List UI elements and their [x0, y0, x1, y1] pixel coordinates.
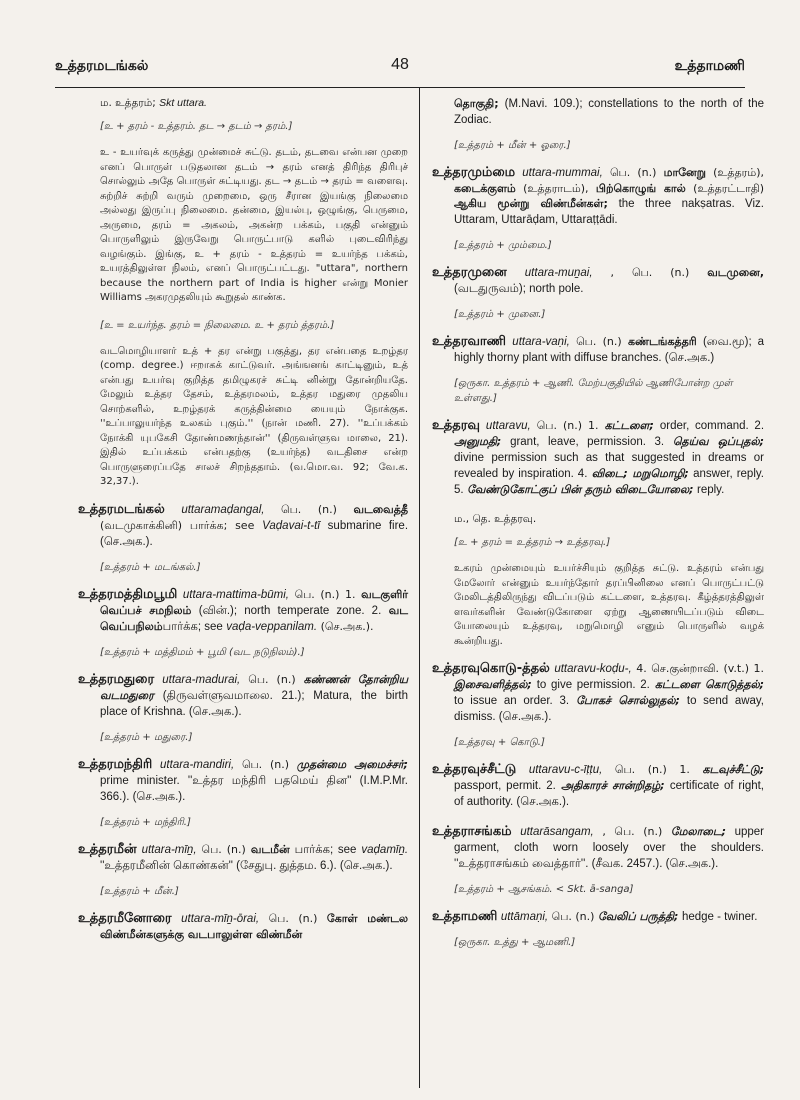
- entry-uttaramadangal: உத்தரமடங்கல் uttaramaḍangal, பெ. (n.) வடவைத்தீ (வடமுகாக்கினி) பார்க்க; see Vaḍavai-t-tī submarine fire. (செ.அக.).: [78, 501, 409, 548]
- header-last-word: உத்தாமணி: [674, 58, 745, 74]
- entry-uttaravuccittu: உத்தரவுச்சீட்டு uttaravu-c-īṭṭu, பெ. (n.) 1. கடவுச்சீட்டு; passport, permit. 2. அதிகாரச் சான்றிதழ்; certificate of right, of authority. (செ.அக.).: [432, 762, 765, 808]
- etymology: [உ + தரம் = உத்தரம் → உத்தரவு.]: [454, 537, 611, 548]
- headword: உத்தரமுனை: [432, 265, 507, 280]
- cognates: ம., தெ. உத்தரவு.: [454, 513, 537, 525]
- entry-continuation: தொகுதி; (M.Navi. 109.); constellations to the north of the Zodiac.: [454, 97, 764, 126]
- entry-uttarasangam: உத்தராசங்கம் uttarāsangam, , பெ. (n.) மேலாடை; upper garment, cloth worn loosely over the shoulders. ''உத்தராசங்கம் வைத்தார்''. (சீவக. 2457.). (செ.அக.).: [432, 824, 764, 870]
- headword: உத்தரவுகொடு-த்தல்: [432, 661, 550, 676]
- etymology-note: உ - உயர்வுக் கருத்து முன்மைச் சுட்டு. தடம், தடவை என்பன முறை எனப் பொருள் படுதலான தடம் → தரம் எனத் திரிந்த திரிபுச் சொல்லும் அதே பொருள் சுட்டியது. தட → தடம் → தரம் = வளைவு. சுற்றிச் சுற்றி வரும் முறைமை, ஒரு சீரான இயங்கு நிலைமை அல்லது இருப்பு நிலைமை. தன்மை, இயல்பு, ஒழுங்கு, பெருமை, அருமை, தரம் = அகலம், அகன்ற பக்கம், பகுதி என்னும் பொருளிலும் இருவேறு பொருட்பாடு களில் புடைவிரிந்து வழங்கும். இங்கு, உ + தரம் - உத்தரம் = உயர்ந்த பக்கம், உயரத்திலுள்ள நிலம், எனப் பொருட்பட்டது. "uttara", northern because the northern part of India is higher என்று Monier Williams அகரமுதலியும் கூறுதல் காண்க.: [100, 147, 408, 303]
- etymology-note-2: வடமொழியாளர் உத் + தர என்று பகுத்து, தர என்பதை உறழ்தர (comp. degree.) ஈறாகக் காட்டுவர். அங்ஙனங் காட்டினும், உத் என்பது உயர்வு குறித்த தமிழுகரச் சுட்டி னின்று தோன்றியதே. மேலும் உத்தர தேசம், உத்தரமலம், உத்தர மதுரை முதலிய சொற்களில், உறழ்தரக் கருத்தின்மை யையும் நோக்குக. ''உப்பாலுயர்ந்த உலகம் புகும்.'' (நான் மணி. 27). ''உப்பக்கம் நோக்கி யுபகேசி தோண்மணந்தான்'' (திருவள்ளுவ மாலை, 21). இதில் உப்பக்கம் என்பதற்கு (உயர்ந்த) வடதிசை என்ற பொருளுரைப்பதே சாலச் சிறந்ததாம். (வ.மொ.வ. 92; வே.க. 32,37.).: [100, 345, 408, 487]
- etymology: [உத்தரம் + மத்திமம் + பூமி (வட நடுநிலம்).]: [100, 646, 305, 658]
- etymology: [உத்தரம் + மீன்.]: [100, 885, 179, 897]
- header-rule: [55, 87, 745, 88]
- headword: உத்தரவுச்சீட்டு: [432, 762, 517, 777]
- page-number: 48: [391, 56, 409, 73]
- headword: உத்தரவு: [432, 418, 480, 433]
- entry-uttaraminorai: உத்தரமீனோரை uttara-mīṉ-ōrai, பெ. (n.) கோள் மண்டல விண்மீன்களுக்கு வடபாலுள்ள விண்மீன்: [78, 910, 409, 941]
- entry-uttaravani: உத்தரவாணி uttara-vaṇi, பெ. (n.) கண்டங்கத்தரி (வை.மூ); a highly thorny plant with diffuse branches. (செ.அக.): [432, 334, 765, 364]
- entry-uttaramandiri: உத்தரமந்திரி uttara-mandiri, பெ. (n.) முதன்மை அமைச்சர்; prime minister. ''உத்தர மந்திரி பதமெய் தின'' (I.M.P.Mr. 366.). (செ.அக.).: [78, 756, 408, 803]
- entry-uttaramummai: உத்தரமும்மை uttara-mummai, பெ. (n.) மானேறு (உத்தரம்), கடைக்குளம் (உத்தராடம்), பிற்கொழுங் கால் (உத்தரட்டாதி) ஆகிய மூன்று விண்மீன்கள்; the three nakṣatras. Viz. Uttaram, Uttarāḍam, Uttaraṭṭādi.: [432, 165, 765, 226]
- etymology: [ஒருகா. உத்து + ஆமணி.]: [454, 937, 576, 948]
- headword: உத்தரமந்திரி: [78, 756, 153, 772]
- page-header: [55, 58, 745, 82]
- etymology: [உத்தரம் + ஆசங்கம். < Skt. ā-sanga]: [454, 884, 634, 895]
- entry-uttaramadurai: உத்தரமதுரை uttara-madurai, பெ. (n.) கண்ணன் தோன்றிய வடமதுரை (திருவள்ளுவமாலை. 21.); Matura, the birth place of Krishna. (செ.அக.).: [78, 671, 409, 718]
- entry-uttaramattimabumi: உத்தரமத்திமபூமி uttara-mattima-būmi, பெ. (n.) 1. வடகுளிர் வெப்பச் சமநிலம் (வின்.); north temperate zone. 2. வட வெப்பநிலம்பார்க்க; see vaḍa-veppanilam. (செ.அக.).: [78, 586, 409, 633]
- intro-etymology: [உ + தரம் - உத்தரம். தட → தடம் → தரம்.]: [100, 121, 293, 132]
- headword: உத்தாமணி: [432, 909, 498, 924]
- headword: உத்தரமும்மை: [432, 165, 516, 180]
- etymology: [உத்தரம் + மந்திரி.]: [100, 816, 191, 828]
- transliteration: uttaramaḍangal,: [181, 503, 265, 516]
- headword: உத்தராசங்கம்: [432, 824, 512, 839]
- etymology: [உத்தரம் + மீன் + ஓரை.]: [454, 140, 571, 151]
- headword: உத்தரமீனோரை: [78, 910, 172, 926]
- headword: உத்தரவாணி: [432, 334, 507, 349]
- entry-uttamani: உத்தாமணி uttāmaṇi, பெ. (n.) வேலிப் பருத்தி; hedge - twiner.: [432, 909, 758, 924]
- etymology: [உத்தரம் + மதுரை.]: [100, 731, 193, 743]
- entry-uttaramin: உத்தரமீன் uttara-mīṉ, பெ. (n.) வடமீன் பார்க்க; see vaḍamīṉ. ''உத்தரமீனின் கொண்கன்'' (சேதுபு. துத்தம. 6.). (செ.அக.).: [78, 841, 409, 872]
- header-first-word: உத்தரமடங்கல்: [55, 58, 149, 74]
- intro-cognate: ம. உத்தரம்; Skt uttara.: [100, 97, 207, 109]
- headword: உத்தரமீன்: [78, 841, 137, 857]
- etymology-note: உகரம் முன்மையும் உயர்ச்சியும் குறித்த சுட்டு. உத்தரம் என்பது மேலோர் என்னும் உயர்ந்தோர் தரப்பினிலை எனப் பொருட்பட்டு மேலிடத்திலிருந்து விடப்படும் கட்டளை, உத்தரவு. கீழ்த்தரத்திலுள் ளவர்களின் வேண்டுகோளை ஏற்று ஆணையிடப்படும் விடை யோலையும் உத்தரவு, மறுமொழி எனும் பொருளில் வழக் கூன்றியது.: [454, 563, 764, 647]
- entry-uttaravu: உத்தரவு uttaravu, பெ. (n.) 1. கட்டளை; order, command. 2. அனுமதி; grant, leave, permission. 3. தெய்வ ஒப்புதல்; divine permission such as that suggested in dreams or revealed by inspiration. 4. விடை; மறுமொழி; answer, reply. 5. வேண்டுகோட்குப் பின் தரும் விடையோலை; reply.: [432, 418, 765, 496]
- entry-uttaramunai: உத்தரமுனை uttara-muṉai, , பெ. (n.) வடமுனை, (வடதுருவம்); north pole.: [432, 265, 765, 295]
- etymology: [உத்தரம் + மடங்கல்.]: [100, 561, 201, 573]
- etymology: [உத்தரம் + முனை.]: [454, 309, 546, 320]
- etymology: [ஒருகா. உத்தரம் + ஆணி. மேற்பகுதியில் ஆணிபோன்ற முள் உள்ளது.]: [454, 378, 733, 404]
- column-divider: [419, 88, 420, 1088]
- headword: உத்தரமதுரை: [78, 671, 155, 687]
- entry-uttaravukodu: உத்தரவுகொடு-த்தல் uttaravu-koḍu-, 4. செ.குன்றாவி. (v.t.) 1. இசைவளித்தல்; to give permission. 2. கட்டளை கொடுத்தல்; to issue an order. 3. போகச் சொல்லுதல்; to send away, dismiss. (செ.அக.).: [432, 661, 765, 723]
- etymology: [உத்தரவு + கொடு.]: [454, 737, 545, 748]
- headword: உத்தரமடங்கல்: [78, 501, 165, 517]
- etymology-formula: [உ = உயர்ந்த. தரம் = நிலைமை. உ + தரம் த்தரம்.]: [100, 319, 335, 331]
- etymology: [உத்தரம் + மும்மை.]: [454, 240, 552, 251]
- headword: உத்தரமத்திமபூமி: [78, 586, 178, 602]
- right-column: [432, 96, 764, 962]
- left-column: [78, 96, 408, 956]
